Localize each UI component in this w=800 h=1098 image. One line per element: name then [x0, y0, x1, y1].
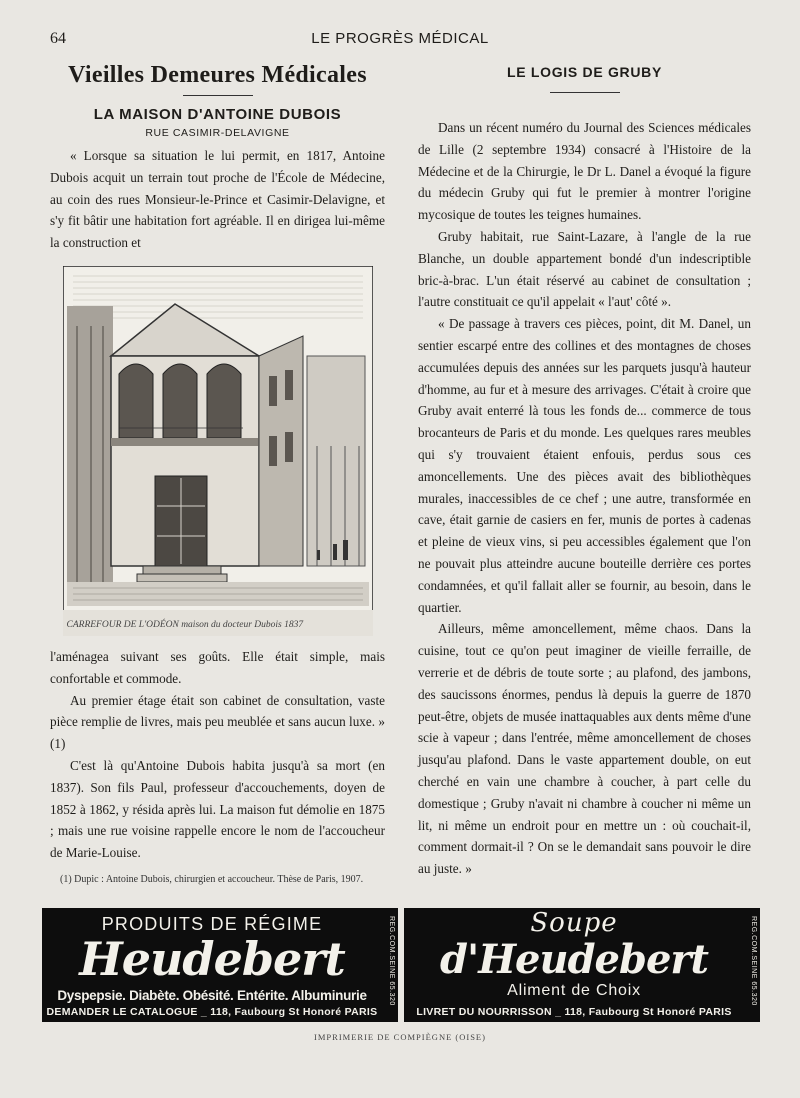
ad-brand-logo-2: d'Heudebert — [440, 936, 708, 983]
right-title-rule — [550, 92, 620, 93]
left-paragraph-2: l'aménagea suivant ses goûts. Elle était simple, mais confortable et commode. — [50, 648, 385, 686]
left-paragraph-4: C'est là qu'Antoine Dubois habita jusqu'à sa mort (en 1837). Son fils Paul, professeur d'accouchements, doyen de 1852 à 1862, y résida après lui. La maison fut démolie en 1875 ; mais une rue voisine rappelle encore le nom de l'accoucheur de Marie-Louise. — [50, 757, 385, 861]
journal-title: LE PROGRÈS MÉDICAL — [311, 30, 489, 47]
printer-imprint: IMPRIMERIE DE COMPIÈGNE (OISE) — [314, 1032, 486, 1042]
advertisement-band — [42, 908, 760, 1022]
ad-soupe-title: Soupe — [530, 908, 618, 938]
left-column — [50, 62, 385, 887]
section-title: Vieilles Demeures Médicales — [68, 62, 367, 88]
page-number: 64 — [50, 30, 66, 47]
figure-caption: CARREFOUR DE L'ODÉON maison du docteur Dubois 1837 — [66, 619, 304, 630]
left-paragraph-3: Au premier étage était son cabinet de consultation, vaste pièce remplie de livres, mais peu meublée et sans aucun luxe. » (1) — [50, 692, 385, 752]
footnote: (1) Dupic : Antoine Dubois, chirurgien et accoucheur. Thèse de Paris, 1907. — [60, 873, 364, 885]
left-paragraph-1: « Lorsque sa situation le lui permit, en 1817, Antoine Dubois acquit un terrain tout proche de l'École de Médecine, au coin des rues Monsieur-le-Prince et Casimir-Delavigne, et s'y fit bâtir une habitation fort agréable. Il en dirigea lui-même la construction et — [50, 148, 385, 251]
right-paragraph-3: « De passage à travers ces pièces, point, dit M. Danel, un sentier escarpé entre des collines et des montagnes de choses accumulées depuis des années sur les parquets jusqu'à hauteur d'homme, au fur et à mesure des arrivages. C'était à croire que Gruby avait enterré là tous les fonds de... commerce de tous brocanteurs de Paris et du monde. Les quelques rares meubles qui s'y trouvaient étaient enfouis, perdus sous ces amoncellements. Une des pièces avait des bibliothèques murales, inaccessibles de ce chef ; une autre, transformée en cave, était garnie de casiers en fer, munis de portes à cadenas et pleine de vieux vins, si peu accessibles également que l'on ne pouvait plus atteindre aucune bouteille derrière ces portes condamnées, et qu'il fallait aller se fournir, au besoin, dans le quartier. — [418, 316, 751, 615]
ad-brand-logo: Heudebert — [79, 932, 345, 986]
right-paragraph-4: Ailleurs, même amoncellement, même chaos. Dans la cuisine, tout ce qu'on peut imaginer de vieille ferraille, de verrerie et de débris de toute sorte ; au plafond, des jambons, des saucissons énormes, pendus là depuis la guerre de 1870 peut-être, objets de musée inattaquables aux dents même d'une scie à vapeur ; dans l'entrée, même amoncellement de choses jusqu'au plafond. Dans le vaste appartement double, on eut cherché en vain une chambre à coucher, à part celle du domestique ; Gruby n'avait ni chambre à coucher ni même un lit, ni même un endroit pour en mettre un : où couchait-il, comment dormait-il ? On se le demandait sans pouvoir le dire au juste. » — [418, 621, 751, 877]
ad-registration-2: REG.COM.SEINE 65.320 — [750, 916, 757, 1006]
ad-soupe-heudebert — [404, 908, 760, 1022]
right-paragraph-1: Dans un récent numéro du Journal des Sciences médicales de Lille (2 septembre 1934) consacré à l'Histoire de la Médecine et de la Chirurgie, le Dr L. Danel a évoqué la figure du médecin Gruby qui fut le premier à montrer l'origine mycosique de toutes les teignes humaines. — [418, 120, 751, 223]
ad-conditions-line: Dyspepsie. Diabète. Obésité. Entérite. Albuminurie — [57, 988, 367, 1003]
ad-produits-regime — [42, 908, 398, 1022]
article-subtitle: RUE CASIMIR-DELAVIGNE — [145, 127, 290, 139]
house-engraving-illustration — [63, 266, 373, 636]
right-paragraph-2: Gruby habitait, rue Saint-Lazare, à l'angle de la rue Blanche, un double appartement bondé d'un indescriptible bric-à-brac. L'un était réservé au cabinet de consultation ; l'autre constituait ce qu'il appelait « l'aut' côté ». — [418, 228, 751, 310]
engraving-figure — [63, 266, 373, 636]
ad-aliment-line: Aliment de Choix — [507, 982, 641, 999]
ad-catalogue-line: DEMANDER LE CATALOGUE _ 118, Faubourg St Honoré PARIS — [46, 1006, 378, 1018]
ad-livret-line: LIVRET DU NOURRISSON _ 118, Faubourg St Honoré PARIS — [416, 1006, 732, 1018]
article-title: LA MAISON D'ANTOINE DUBOIS — [93, 106, 342, 123]
ad-headline: PRODUITS DE RÉGIME — [101, 914, 323, 934]
title-rule — [183, 95, 253, 96]
ad-registration: REG.COM.SEINE 65.320 — [388, 916, 395, 1006]
right-column — [418, 62, 751, 880]
right-article-title: LE LOGIS DE GRUBY — [506, 64, 663, 80]
